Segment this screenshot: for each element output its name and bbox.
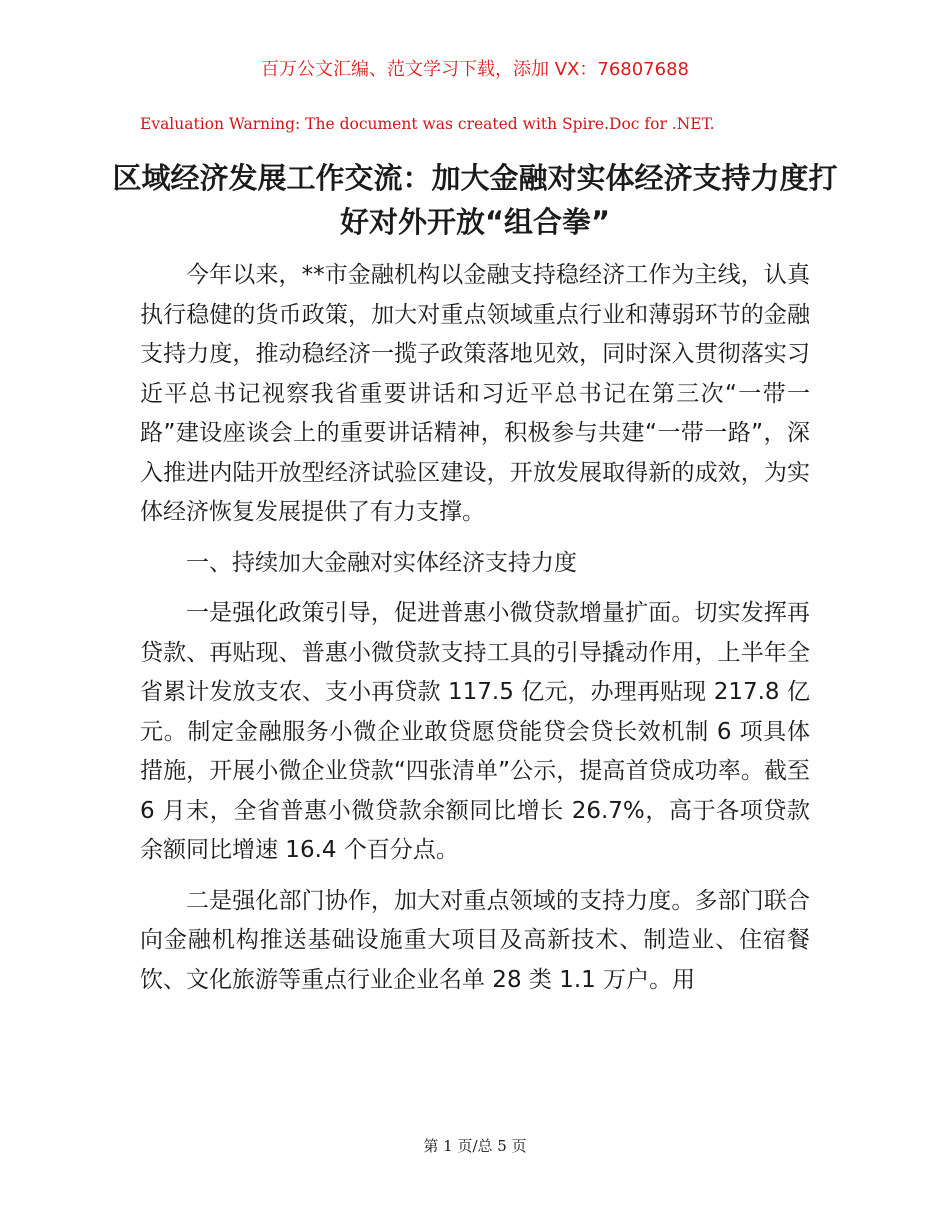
evaluation-warning: Evaluation Warning: The document was created with Spire.Doc for .NET. — [140, 115, 715, 133]
section-heading: 一、持续加大金融对实体经济支持力度 — [186, 549, 577, 576]
paragraph-intro: 今年以来，**市金融机构以金融支持稳经济工作为主线，认真执行稳健的货币政策，加大对重点领域重点行业和薄弱环节的金融支持力度，推动稳经济一揽子政策落地见效，同时深入贯彻落实习近平总书记视察我省重要讲话和习近平总书记在第三次“一带一路”建设座谈会上的重要讲话精神，积极参与共建“一带一路”，深入推进内陆开放型经济试验区建设，开放发展取得新的成效，为实体经济恢复发展提供了有力支撑。 — [140, 262, 810, 525]
paragraph-department-coordination: 二是强化部门协作，加大对重点领域的支持力度。多部门联合向金融机构推送基础设施重大项目及高新技术、制造业、住宿餐饮、文化旅游等重点行业企业名单 28 类 1.1 万户。用 — [140, 887, 810, 993]
paragraph-policy-guidance: 一是强化政策引导，促进普惠小微贷款增量扩面。切实发挥再贷款、再贴现、普惠小微贷款支持工具的引导撬动作用，上半年全省累计发放支农、支小再贷款 117.5 亿元，办理再贴现 217.8 亿元。制定金融服务小微企业敢贷愿贷能贷会贷长效机制 6 项具体措施，开展小微企业贷款“四张清单”公示，提高首贷成功率。截至 6 月末，全省普惠小微贷款余额同比增长 26.7%，高于各项贷款余额同比增速 16.4 个百分点。 — [140, 600, 810, 863]
promo-header: 百万公文汇编、范文学习下载，添加 VX：76807688 — [261, 59, 689, 80]
page-number: 第 1 页/总 5 页 — [423, 1137, 527, 1155]
document-title: 区域经济发展工作交流：加大金融对实体经济支持力度打好对外开放“组合拳” — [112, 161, 838, 239]
document-body — [140, 256, 810, 1000]
